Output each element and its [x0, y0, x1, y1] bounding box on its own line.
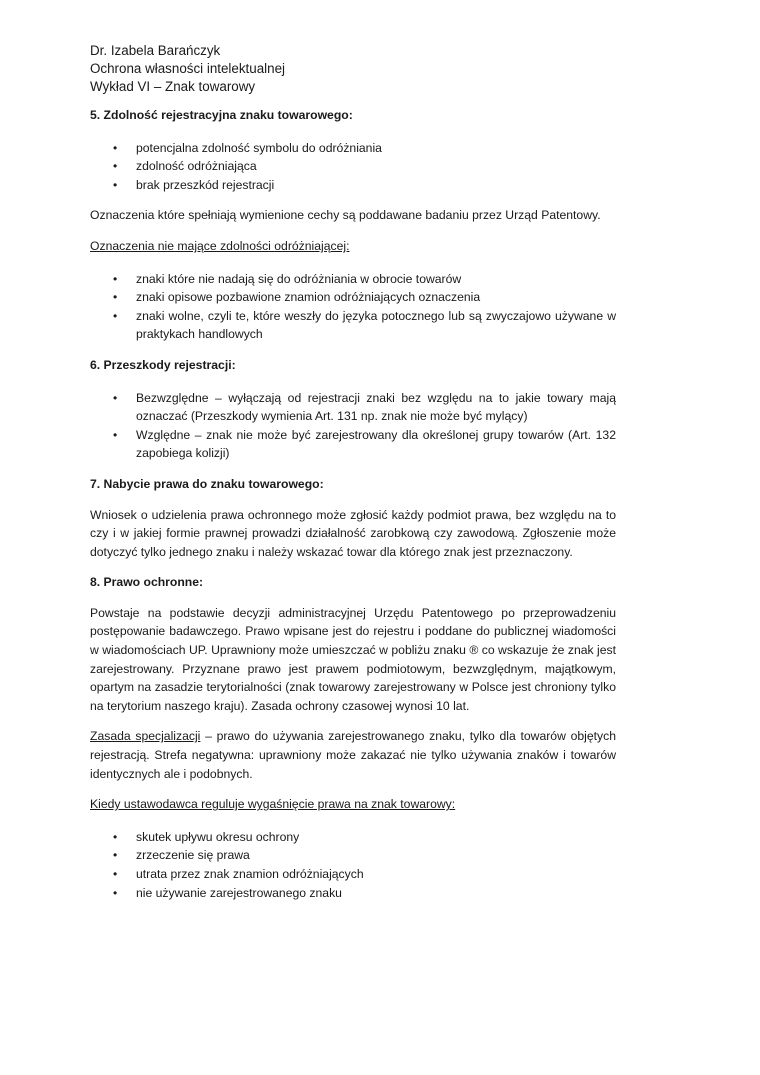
list-item: • nie używanie zarejestrowanego znaku — [90, 884, 616, 903]
author-name: Dr. Izabela Barańczyk — [90, 43, 221, 58]
bullet-icon: • — [113, 390, 118, 405]
bullet-icon: • — [113, 867, 118, 881]
section-8-paragraph: Powstaje na podstawie decyzji administracyjnej Urzędu Patentowego po przeprowadzeniu postępowanie badawczego. Prawo wpisane jest do rejestru i poddane do publicznej wiadomości w wiadomościach UP. Uprawniony może umieszczać w pobliżu znaku ® co wskazuje że znak jest zarejestrowany. Przyznane prawo jest prawem podmiotowym, bezwzględnym, majątkowym, opartym na zasadzie terytorialności (znak towarowy zarejestrowany w Polsce jest chroniony tylko na terytorium naszego kraju). Zasada ochrony czasowej wynosi 10 lat. — [90, 605, 616, 713]
bullet-icon: • — [113, 177, 118, 192]
specialization-text: – prawo do używania zarejestrowanego znaku, tylko dla towarów objętych rejestracją. Strefa negatywna: uprawniony może zakazać nie tylko używania znaków i towarów identycznych ale i podobnych. — [90, 729, 616, 781]
section-7-paragraph: Wniosek o udzielenia prawa ochronnego może zgłosić każdy podmiot prawa, bez względu na to czy i w jakiej formie prawnej prowadzi działalność zarobkową czy zawodową. Zgłoszenie może dotyczyć tylko jednego znaku i należy wskazać towar dla którego znak jest przeznaczony. — [90, 507, 616, 559]
list-item: • znaki które nie nadają się do odróżniania w obrocie towarów — [90, 270, 616, 289]
bullet-icon: • — [113, 427, 118, 442]
section-8-heading: 8. Prawo ochronne: — [90, 575, 204, 590]
expiry-heading: Kiedy ustawodawca reguluje wygaśnięcie prawa na znak towarowy: — [90, 797, 456, 812]
bullet-icon: • — [113, 829, 118, 844]
bullet-icon: • — [113, 159, 118, 174]
expiry-bullet-list — [90, 828, 616, 902]
section-5-paragraph: Oznaczenia które spełniają wymienione cechy są poddawane badaniu przez Urząd Patentowy. — [90, 208, 601, 223]
lecture-title: Wykład VI – Znak towarowy — [90, 79, 256, 94]
list-item: • brak przeszkód rejestracji — [90, 176, 616, 195]
list-item: • potencjalna zdolność symbolu do odróżniania — [90, 139, 616, 158]
document-page — [90, 42, 616, 902]
section-6-bullet-list — [90, 389, 616, 463]
bullet-icon: • — [113, 271, 118, 286]
section-5-heading: 5. Zdolność rejestracyjna znaku towarowego: — [90, 108, 353, 122]
specialization-paragraph — [90, 727, 616, 783]
section-5-sub-bullet-list — [90, 270, 616, 344]
course-title: Ochrona własności intelektualnej — [90, 61, 286, 76]
list-item: • znaki wolne, czyli te, które weszły do języka potocznego lub są zwyczajowo używane w praktykach handlowych — [113, 308, 616, 342]
section-6-heading: 6. Przeszkody rejestracji: — [90, 357, 236, 372]
bullet-icon: • — [113, 290, 118, 305]
list-item: • Względne – znak nie może być zarejestrowany dla określonej grupy towarów (Art. 132 zapobiega kolizji) — [113, 427, 616, 461]
section-5-subheading: Oznaczenia nie mające zdolności odróżniającej: — [90, 238, 350, 253]
bullet-icon: • — [113, 308, 118, 323]
section-7-heading: 7. Nabycie prawa do znaku towarowego: — [90, 476, 324, 491]
bullet-icon: • — [113, 848, 118, 863]
list-item: • utrata przez znak znamion odróżniających — [90, 865, 616, 884]
list-item: • znaki opisowe pozbawione znamion odróżniających oznaczenia — [90, 288, 616, 307]
section-5-bullet-list — [90, 139, 616, 195]
list-item: • Bezwzględne – wyłączają od rejestracji znaki bez względu na to jakie towary mają oznaczać (Przeszkody wymienia Art. 131 np. znak nie może być mylący) — [113, 390, 616, 424]
list-item: • skutek upływu okresu ochrony — [90, 828, 616, 847]
list-item: • zrzeczenie się prawa — [90, 846, 616, 865]
bullet-icon: • — [113, 140, 118, 155]
list-item: • zdolność odróżniająca — [90, 157, 616, 176]
specialization-term: Zasada specjalizacji — [90, 729, 201, 744]
document-header — [90, 42, 616, 96]
bullet-icon: • — [113, 885, 118, 900]
